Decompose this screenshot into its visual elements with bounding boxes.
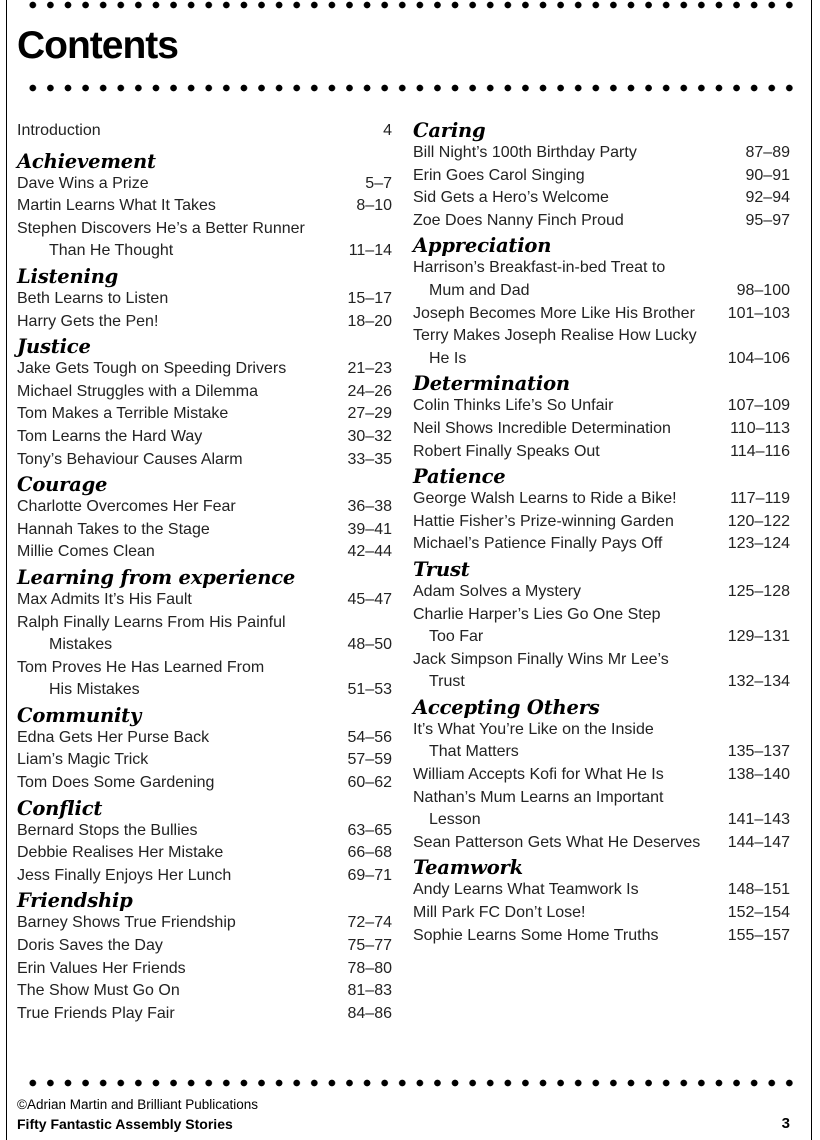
header-dot-rule <box>24 83 796 93</box>
entry-pages: 120–122 <box>727 512 790 530</box>
entry-title-continuation: Too Far <box>429 628 484 646</box>
entry-title <box>413 604 661 649</box>
entry-title <box>413 925 658 948</box>
contents-entry[interactable] <box>413 325 790 370</box>
entry-title-line: Nathan’s Mum Learns an Important <box>413 788 664 806</box>
entry-title <box>17 820 198 843</box>
entry-title-continuation: That Matters <box>429 743 519 761</box>
entry-title-line: True Friends Play Fair <box>17 1004 175 1022</box>
entry-title <box>17 403 228 426</box>
entry-title-line: Charlotte Overcomes Her Fear <box>17 498 236 516</box>
entry-title-line: Jake Gets Tough on Speeding Drivers <box>17 360 287 378</box>
entry-title-line: Erin Goes Carol Singing <box>413 166 585 184</box>
entry-pages: 90–91 <box>745 166 790 184</box>
section-heading: Learning from experience <box>17 565 296 589</box>
entry-title <box>413 787 664 832</box>
page-title: Contents <box>17 24 178 67</box>
entry-pages: 101–103 <box>727 304 790 322</box>
entry-title-line: Neil Shows Incredible Determination <box>413 419 671 437</box>
contents-entry[interactable] <box>17 358 392 381</box>
top-dot-rule <box>24 0 796 10</box>
entry-title-line: Tom Proves He Has Learned From <box>17 658 265 676</box>
entry-pages: 66–68 <box>347 844 392 862</box>
contents-entry-introduction[interactable] <box>17 120 392 143</box>
contents-entry[interactable] <box>17 173 392 196</box>
entry-pages: 57–59 <box>347 751 392 769</box>
contents-entry[interactable] <box>413 303 790 326</box>
entry-pages: 78–80 <box>347 959 392 977</box>
entry-title <box>17 195 216 218</box>
section-patience <box>413 463 790 556</box>
entry-title <box>17 657 264 702</box>
entry-title <box>413 325 697 370</box>
section-heading: Justice <box>17 335 91 359</box>
page-number: 3 <box>781 1115 790 1132</box>
section-heading: Listening <box>17 264 119 288</box>
contents-entry[interactable] <box>17 288 392 311</box>
section-justice <box>17 333 392 471</box>
entry-title <box>413 142 637 165</box>
contents-entry[interactable] <box>17 912 392 935</box>
section-heading: Friendship <box>17 889 133 913</box>
entry-title-line: Liam’s Magic Trick <box>17 751 149 769</box>
contents-entry[interactable] <box>413 879 790 902</box>
section-heading: Caring <box>413 119 486 142</box>
entry-pages: 39–41 <box>347 520 392 538</box>
entry-title-line: Stephen Discovers He’s a Better Runner <box>17 219 305 237</box>
entry-title <box>17 426 202 449</box>
entry-pages: 69–71 <box>347 866 392 884</box>
entry-title <box>17 519 210 542</box>
entry-title-line: Max Admits It’s His Fault <box>17 590 192 608</box>
contents-entry[interactable] <box>17 865 392 888</box>
entry-title: Introduction <box>17 122 101 139</box>
entry-pages: 75–77 <box>347 937 392 955</box>
entry-title-line: Dave Wins a Prize <box>17 174 149 192</box>
entry-title <box>17 311 158 334</box>
entry-pages: 114–116 <box>730 442 790 460</box>
entry-title <box>413 488 677 511</box>
contents-entry[interactable] <box>17 519 392 542</box>
contents-entry[interactable] <box>17 1003 392 1026</box>
contents-entry[interactable] <box>17 772 392 795</box>
entry-title-line: Hannah Takes to the Stage <box>17 520 210 538</box>
contents-entry[interactable] <box>17 449 392 472</box>
entry-pages: 129–131 <box>727 628 790 646</box>
entry-title-line: Michael Struggles with a Dilemma <box>17 382 258 400</box>
entry-title <box>413 764 664 787</box>
contents-entry[interactable] <box>413 418 790 441</box>
entry-title-line: Beth Learns to Listen <box>17 289 169 307</box>
entry-pages: 135–137 <box>727 743 790 761</box>
entry-pages: 92–94 <box>745 189 790 207</box>
entry-pages: 98–100 <box>736 281 790 299</box>
entry-title <box>17 288 168 311</box>
section-heading: Courage <box>17 473 108 497</box>
contents-entry[interactable] <box>413 210 790 233</box>
contents-entry[interactable] <box>17 842 392 865</box>
entry-pages: 5–7 <box>365 174 392 192</box>
entry-title <box>17 865 231 888</box>
entry-title-line: Michael’s Patience Finally Pays Off <box>413 535 663 553</box>
contents-entry[interactable] <box>413 488 790 511</box>
contents-entry[interactable] <box>17 426 392 449</box>
contents-entry[interactable] <box>413 787 790 832</box>
entry-title-line: William Accepts Kofi for What He Is <box>413 766 664 784</box>
entry-title <box>17 173 149 196</box>
section-heading: Teamwork <box>413 856 523 880</box>
contents-entry[interactable] <box>17 935 392 958</box>
entry-title-line: The Show Must Go On <box>17 982 180 1000</box>
entry-title-continuation: Than He Thought <box>49 242 174 260</box>
contents-entry[interactable] <box>17 820 392 843</box>
entry-title-line: Barney Shows True Friendship <box>17 914 236 932</box>
contents-entry[interactable] <box>17 958 392 981</box>
entry-title-line: Ralph Finally Learns From His Painful <box>17 613 286 631</box>
entry-title-line: Bill Night’s 100th Birthday Party <box>413 144 637 161</box>
entry-pages: 11–14 <box>348 242 392 260</box>
contents-entry[interactable] <box>413 764 790 787</box>
entry-title-line: Zoe Does Nanny Finch Proud <box>413 211 624 229</box>
entry-title <box>413 511 674 534</box>
contents-entry[interactable] <box>413 925 790 948</box>
entry-title <box>413 187 609 210</box>
footer-dot-rule <box>24 1078 796 1088</box>
entry-title <box>17 912 236 935</box>
book-title: Fifty Fantastic Assembly Stories <box>17 1116 233 1132</box>
entry-pages: 155–157 <box>727 926 790 944</box>
entry-title <box>413 395 613 418</box>
entry-title <box>413 303 695 326</box>
entry-pages: 4 <box>383 122 392 139</box>
entry-pages: 87–89 <box>745 144 790 161</box>
entry-title-line: Harrison’s Breakfast-in-bed Treat to <box>413 259 666 277</box>
entry-title-line: Martin Learns What It Takes <box>17 197 216 215</box>
entry-title <box>17 589 192 612</box>
entry-pages: 15–17 <box>347 289 392 307</box>
entry-title-line: Erin Values Her Friends <box>17 959 186 977</box>
entry-title-line: Tom Does Some Gardening <box>17 774 215 792</box>
contents-entry[interactable] <box>17 311 392 334</box>
section-conflict <box>17 795 392 888</box>
contents-entry[interactable] <box>17 381 392 404</box>
entry-title <box>17 727 209 750</box>
section-heading: Appreciation <box>413 234 552 258</box>
section-heading: Conflict <box>17 796 103 820</box>
contents-entry[interactable] <box>413 165 790 188</box>
entry-pages: 84–86 <box>347 1004 392 1022</box>
entry-title-line: Jess Finally Enjoys Her Lunch <box>17 866 232 884</box>
entry-title <box>413 533 662 556</box>
entry-title <box>17 1003 175 1026</box>
section-heading: Determination <box>413 372 570 396</box>
entry-title <box>17 449 243 472</box>
entry-title-continuation: Lesson <box>429 811 481 829</box>
contents-entry[interactable] <box>413 441 790 464</box>
section-teamwork <box>413 854 790 947</box>
section-community <box>17 702 392 795</box>
section-accepting-others <box>413 694 790 855</box>
contents-entry[interactable] <box>413 395 790 418</box>
entry-title-continuation: He Is <box>429 349 467 367</box>
entry-pages: 125–128 <box>727 582 790 600</box>
contents-entry[interactable] <box>17 496 392 519</box>
contents-entry[interactable] <box>413 581 790 604</box>
section-caring <box>413 117 790 232</box>
section-heading: Patience <box>413 465 506 489</box>
section-listening <box>17 263 392 333</box>
entry-title-line: Mill Park FC Don’t Lose! <box>413 904 586 922</box>
entry-title <box>17 980 180 1003</box>
contents-entry[interactable] <box>17 749 392 772</box>
copyright-notice: ©Adrian Martin and Brilliant Publications <box>17 1097 259 1112</box>
section-courage <box>17 471 392 564</box>
entry-pages: 81–83 <box>347 982 392 1000</box>
entry-title <box>17 612 286 657</box>
entry-pages: 148–151 <box>727 881 790 899</box>
section-trust <box>413 556 790 694</box>
entry-pages: 54–56 <box>347 728 392 746</box>
contents-entry[interactable] <box>17 657 392 702</box>
contents-entry[interactable] <box>17 541 392 564</box>
entry-pages: 144–147 <box>727 833 790 851</box>
entry-title <box>17 958 186 981</box>
section-friendship <box>17 887 392 1025</box>
contents-entry[interactable] <box>413 511 790 534</box>
contents-entry[interactable] <box>413 257 790 302</box>
entry-title-line: It’s What You’re Like on the Inside <box>413 720 654 738</box>
entry-title <box>413 210 624 233</box>
entry-pages: 30–32 <box>347 427 392 445</box>
entry-title-line: George Walsh Learns to Ride a Bike! <box>413 490 677 508</box>
contents-entry[interactable] <box>17 727 392 750</box>
entry-title-line: Doris Saves the Day <box>17 937 163 955</box>
contents-left-column <box>17 117 392 1025</box>
entry-title-line: Charlie Harper’s Lies Go One Step <box>413 605 661 623</box>
contents-entry[interactable] <box>413 533 790 556</box>
contents-entry[interactable] <box>17 589 392 612</box>
entry-pages: 104–106 <box>727 349 790 367</box>
entry-pages: 24–26 <box>347 382 392 400</box>
section-determination <box>413 370 790 463</box>
entry-title <box>17 218 305 263</box>
entry-pages: 107–109 <box>727 397 790 415</box>
contents-entry[interactable] <box>413 902 790 925</box>
section-achievement <box>17 148 392 263</box>
entry-pages: 138–140 <box>727 766 790 784</box>
entry-title-line: Joseph Becomes More Like His Brother <box>413 304 695 322</box>
entry-title-line: Tony’s Behaviour Causes Alarm <box>17 450 243 468</box>
entry-title-line: Robert Finally Speaks Out <box>413 442 600 460</box>
entry-pages: 36–38 <box>347 498 392 516</box>
entry-pages: 123–124 <box>727 535 790 553</box>
entry-title <box>413 879 639 902</box>
entry-title <box>413 719 654 764</box>
entry-title <box>413 257 665 302</box>
entry-title <box>413 902 586 925</box>
entry-pages: 72–74 <box>347 914 392 932</box>
entry-title-continuation: His Mistakes <box>49 681 140 699</box>
contents-entry[interactable] <box>413 604 790 649</box>
section-learning-from-experience <box>17 564 392 702</box>
entry-title-continuation: Trust <box>429 673 465 691</box>
entry-pages: 51–53 <box>347 681 392 699</box>
entry-title-line: Millie Comes Clean <box>17 543 155 561</box>
entry-title <box>17 749 148 772</box>
section-appreciation <box>413 232 790 370</box>
entry-title <box>17 772 214 795</box>
section-heading: Accepting Others <box>413 695 600 719</box>
entry-title-line: Harry Gets the Pen! <box>17 312 159 330</box>
entry-title-line: Terry Makes Joseph Realise How Lucky <box>413 327 697 345</box>
entry-title-line: Sophie Learns Some Home Truths <box>413 926 659 944</box>
contents-entry[interactable] <box>17 980 392 1003</box>
entry-title <box>413 832 700 855</box>
entry-title-line: Tom Makes a Terrible Mistake <box>17 405 229 423</box>
entry-title <box>17 358 286 381</box>
entry-title <box>413 418 671 441</box>
entry-title <box>413 649 669 694</box>
entry-pages: 152–154 <box>727 904 790 922</box>
contents-entry[interactable] <box>413 187 790 210</box>
entry-pages: 18–20 <box>347 312 392 330</box>
contents-entry[interactable] <box>413 142 790 165</box>
entry-title <box>413 441 600 464</box>
contents-entry[interactable] <box>17 218 392 263</box>
entry-title-line: Hattie Fisher’s Prize-winning Garden <box>413 512 674 530</box>
section-heading: Trust <box>413 557 470 581</box>
entry-title-line: Bernard Stops the Bullies <box>17 821 198 839</box>
entry-title-line: Andy Learns What Teamwork Is <box>413 881 639 899</box>
entry-title-line: Sean Patterson Gets What He Deserves <box>413 833 701 851</box>
section-heading: Community <box>17 703 142 727</box>
entry-title-line: Debbie Realises Her Mistake <box>17 844 224 862</box>
entry-pages: 42–44 <box>347 543 392 561</box>
entry-title-line: Colin Thinks Life’s So Unfair <box>413 397 614 415</box>
entry-pages: 45–47 <box>347 590 392 608</box>
entry-title-continuation: Mum and Dad <box>429 281 530 299</box>
entry-title <box>17 381 258 404</box>
entry-pages: 21–23 <box>347 360 392 378</box>
entry-title-line: Tom Learns the Hard Way <box>17 427 203 445</box>
entry-pages: 110–113 <box>730 419 790 437</box>
entry-pages: 60–62 <box>347 774 392 792</box>
contents-entry[interactable] <box>17 195 392 218</box>
section-heading: Achievement <box>17 149 156 173</box>
entry-title <box>17 496 236 519</box>
entry-title-line: Adam Solves a Mystery <box>413 582 582 600</box>
contents-right-column <box>413 117 790 947</box>
contents-entry[interactable] <box>413 832 790 855</box>
entry-title <box>17 842 223 865</box>
entry-title <box>413 165 585 188</box>
entry-pages: 95–97 <box>745 211 790 229</box>
entry-pages: 33–35 <box>347 450 392 468</box>
contents-entry[interactable] <box>413 719 790 764</box>
entry-title <box>413 581 581 604</box>
entry-title-line: Edna Gets Her Purse Back <box>17 728 210 746</box>
entry-title <box>17 541 155 564</box>
contents-entry[interactable] <box>413 649 790 694</box>
entry-pages: 132–134 <box>727 673 790 691</box>
entry-title-continuation: Mistakes <box>49 636 113 654</box>
entry-pages: 141–143 <box>727 811 790 829</box>
contents-entry[interactable] <box>17 612 392 657</box>
entry-title <box>17 935 163 958</box>
contents-entry[interactable] <box>17 403 392 426</box>
entry-pages: 63–65 <box>347 821 392 839</box>
entry-title-line: Sid Gets a Hero’s Welcome <box>413 189 609 207</box>
entry-pages: 117–119 <box>730 490 790 508</box>
entry-title-line: Jack Simpson Finally Wins Mr Lee’s <box>413 650 669 668</box>
entry-pages: 48–50 <box>347 636 392 654</box>
entry-pages: 27–29 <box>347 405 392 423</box>
entry-pages: 8–10 <box>356 197 392 215</box>
